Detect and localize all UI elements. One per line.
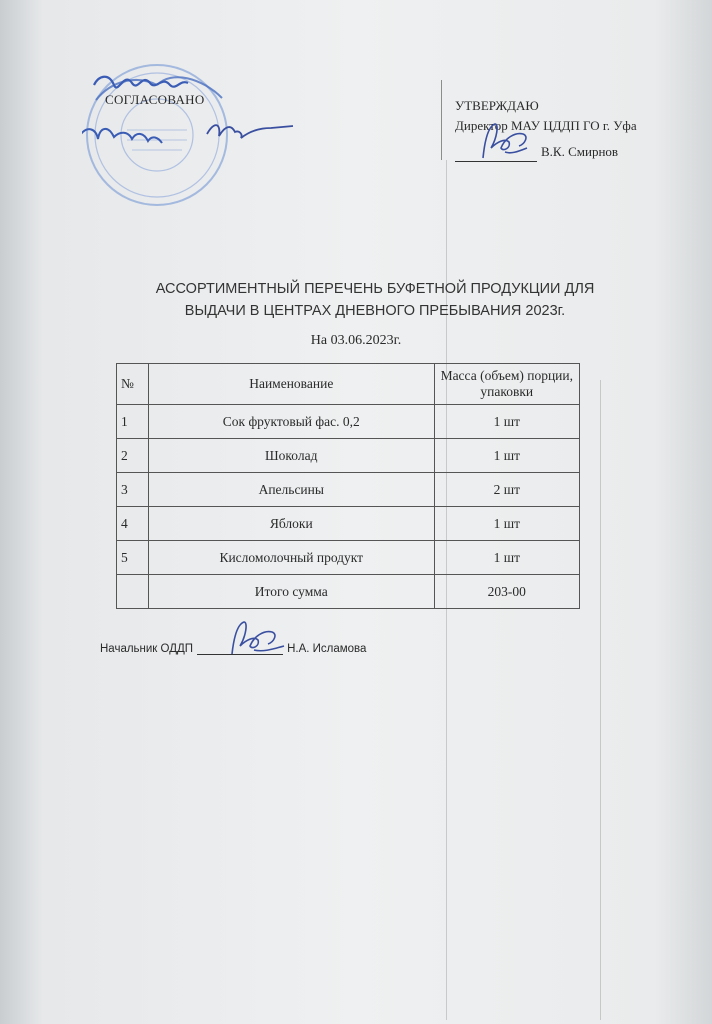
signature-line (455, 147, 537, 162)
column-header-number: № (117, 364, 149, 405)
row-number: 3 (117, 473, 149, 507)
approved-name: В.К. Смирнов (541, 144, 619, 159)
document-date: На 03.06.2023г. (310, 333, 402, 348)
row-name: Яблоки (148, 507, 434, 541)
column-header-mass: Масса (объем) порции, упаковки (434, 364, 579, 405)
table-row (117, 541, 580, 575)
row-name: Кисломолочный продукт (148, 541, 434, 575)
table-row (117, 439, 580, 473)
table-row (117, 473, 580, 507)
row-name: Апельсины (148, 473, 434, 507)
products-table (116, 363, 580, 609)
document-title-line: ВЫДАЧИ В ЦЕНТРАХ ДНЕВНОГО ПРЕБЫВАНИЯ 2023г. (184, 303, 566, 319)
row-mass: 1 шт (434, 507, 579, 541)
row-number: 1 (117, 405, 149, 439)
agreed-title: СОГЛАСОВАНО (105, 92, 205, 107)
signature-line (197, 642, 283, 655)
total-empty-cell (117, 575, 149, 609)
table-header-row (117, 364, 580, 405)
total-value: 203-00 (434, 575, 579, 609)
table-row (117, 405, 580, 439)
chief-position: Начальник ОДДП (100, 643, 194, 655)
row-name: Шоколад (148, 439, 434, 473)
row-mass: 1 шт (434, 541, 579, 575)
approved-block (455, 96, 637, 162)
round-seal-stamp (82, 60, 232, 210)
approved-title: УТВЕРЖДАЮ (455, 98, 539, 113)
row-number: 5 (117, 541, 149, 575)
column-header-name: Наименование (148, 364, 434, 405)
row-mass: 2 шт (434, 473, 579, 507)
row-mass: 1 шт (434, 405, 579, 439)
document-title (120, 278, 630, 322)
agreed-block (105, 92, 205, 108)
row-name: Сок фруктовый фас. 0,2 (148, 405, 434, 439)
row-number: 2 (117, 439, 149, 473)
row-number: 4 (117, 507, 149, 541)
scan-artifact-line (600, 380, 601, 1020)
approved-position: Директор МАУ ЦДДП ГО г. Уфа (455, 118, 637, 133)
chief-signature-block (100, 642, 366, 655)
table-row (117, 507, 580, 541)
table-total-row (117, 575, 580, 609)
chief-name: Н.А. Исламова (287, 643, 367, 655)
row-mass: 1 шт (434, 439, 579, 473)
scan-artifact-line (441, 80, 442, 160)
document-title-line: АССОРТИМЕНТНЫЙ ПЕРЕЧЕНЬ БУФЕТНОЙ ПРОДУКЦИИ ДЛЯ (155, 281, 595, 297)
total-label: Итого сумма (148, 575, 434, 609)
